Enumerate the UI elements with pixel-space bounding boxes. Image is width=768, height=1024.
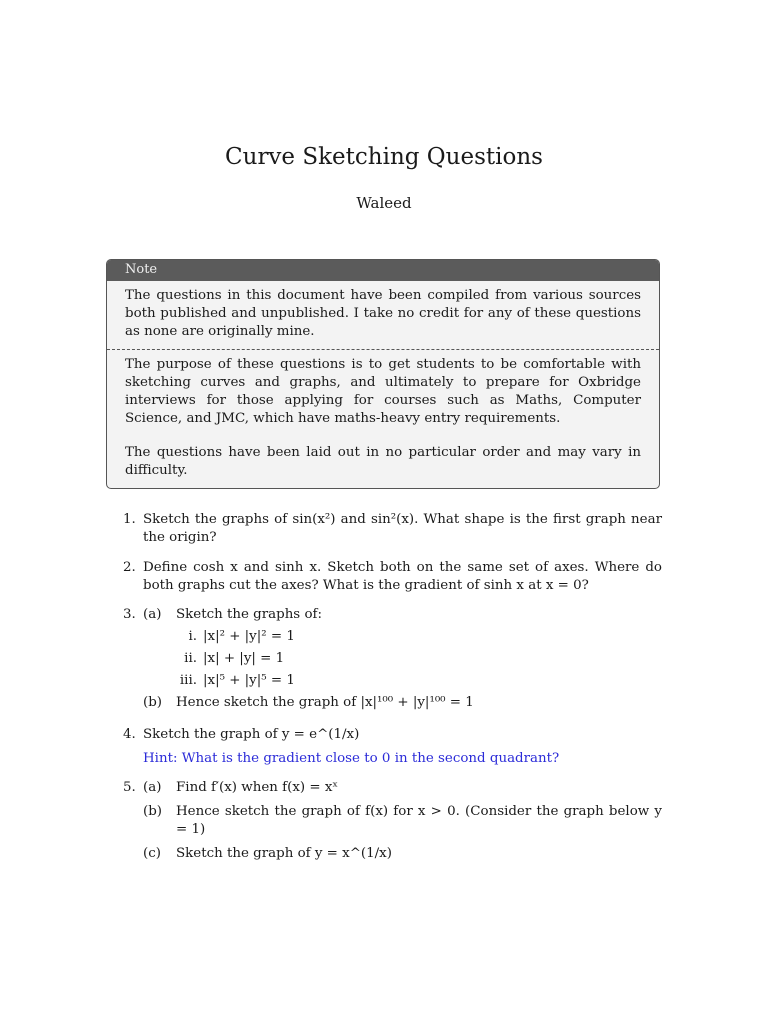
subpart-label: i. [188,629,197,644]
part-label: (b) [143,804,163,819]
document-author: Waleed [356,194,412,212]
question-hint: Hint: What is the gradient close to 0 in the second quadrant? [143,751,560,766]
subpart-label: ii. [184,651,197,666]
question-number: 4. [123,727,136,742]
note-section-2 [107,350,659,488]
note-paragraph-3: The questions have been laid out in no particular order and may vary in difficulty. [125,445,641,478]
part-b [143,803,662,845]
note-box [106,259,660,489]
question-text: Define cosh x and sinh x. Sketch both on the same set of axes. Where do both graphs cut the axes? What is the gradient of sinh x at x = 0? [143,560,662,593]
part-text: Find f′(x) when f(x) = xˣ [176,780,339,795]
question-text: Sketch the graphs of sin(x²) and sin²(x). What shape is the first graph near the origin? [143,512,662,545]
question-number: 2. [123,560,136,575]
subpart-i [143,628,662,650]
subpart-text: |x|⁵ + |y|⁵ = 1 [203,673,295,688]
subpart-text: |x| + |y| = 1 [203,651,285,666]
part-text: Hence sketch the graph of f(x) for x > 0. (Consider the graph below y = 1) [176,804,662,837]
part-text: Hence sketch the graph of |x|¹⁰⁰ + |y|¹⁰⁰ = 1 [176,695,474,710]
note-heading: Note [107,260,659,281]
subpart-ii [143,650,662,672]
part-label: (a) [143,780,162,795]
part-text: Sketch the graph of y = x^(1/x) [176,846,392,861]
part-a [143,779,662,803]
subpart-label: iii. [179,673,197,688]
note-paragraph-1: The questions in this document have been compiled from various sources both published and unpublished. I take no credit for any of these questions as none are originally mine. [125,288,641,339]
part-label: (b) [143,695,163,710]
question-number: 1. [123,512,136,527]
part-a [143,606,662,628]
part-text: Sketch the graphs of: [176,607,322,622]
question-parts [143,779,662,863]
note-section-1 [107,281,659,349]
question-body [143,726,662,768]
note-paragraph-2: The purpose of these questions is to get students to be comfortable with sketching curves and graphs, and ultimately to prepare for Oxbridge interviews for those applying for courses such as Maths, Computer Science, and JMC, which have maths-heavy entry requirements. [125,357,641,426]
subpart-iii [143,672,662,694]
question-number: 5. [123,780,136,795]
question-text: Sketch the graph of y = e^(1/x) [143,727,360,742]
part-label: (c) [143,846,161,861]
question-number: 3. [123,607,136,622]
part-label: (a) [143,607,162,622]
subpart-text: |x|² + |y|² = 1 [203,629,295,644]
part-c [143,845,662,863]
document-title: Curve Sketching Questions [225,144,543,170]
part-b [143,694,662,712]
question-parts [143,606,662,712]
